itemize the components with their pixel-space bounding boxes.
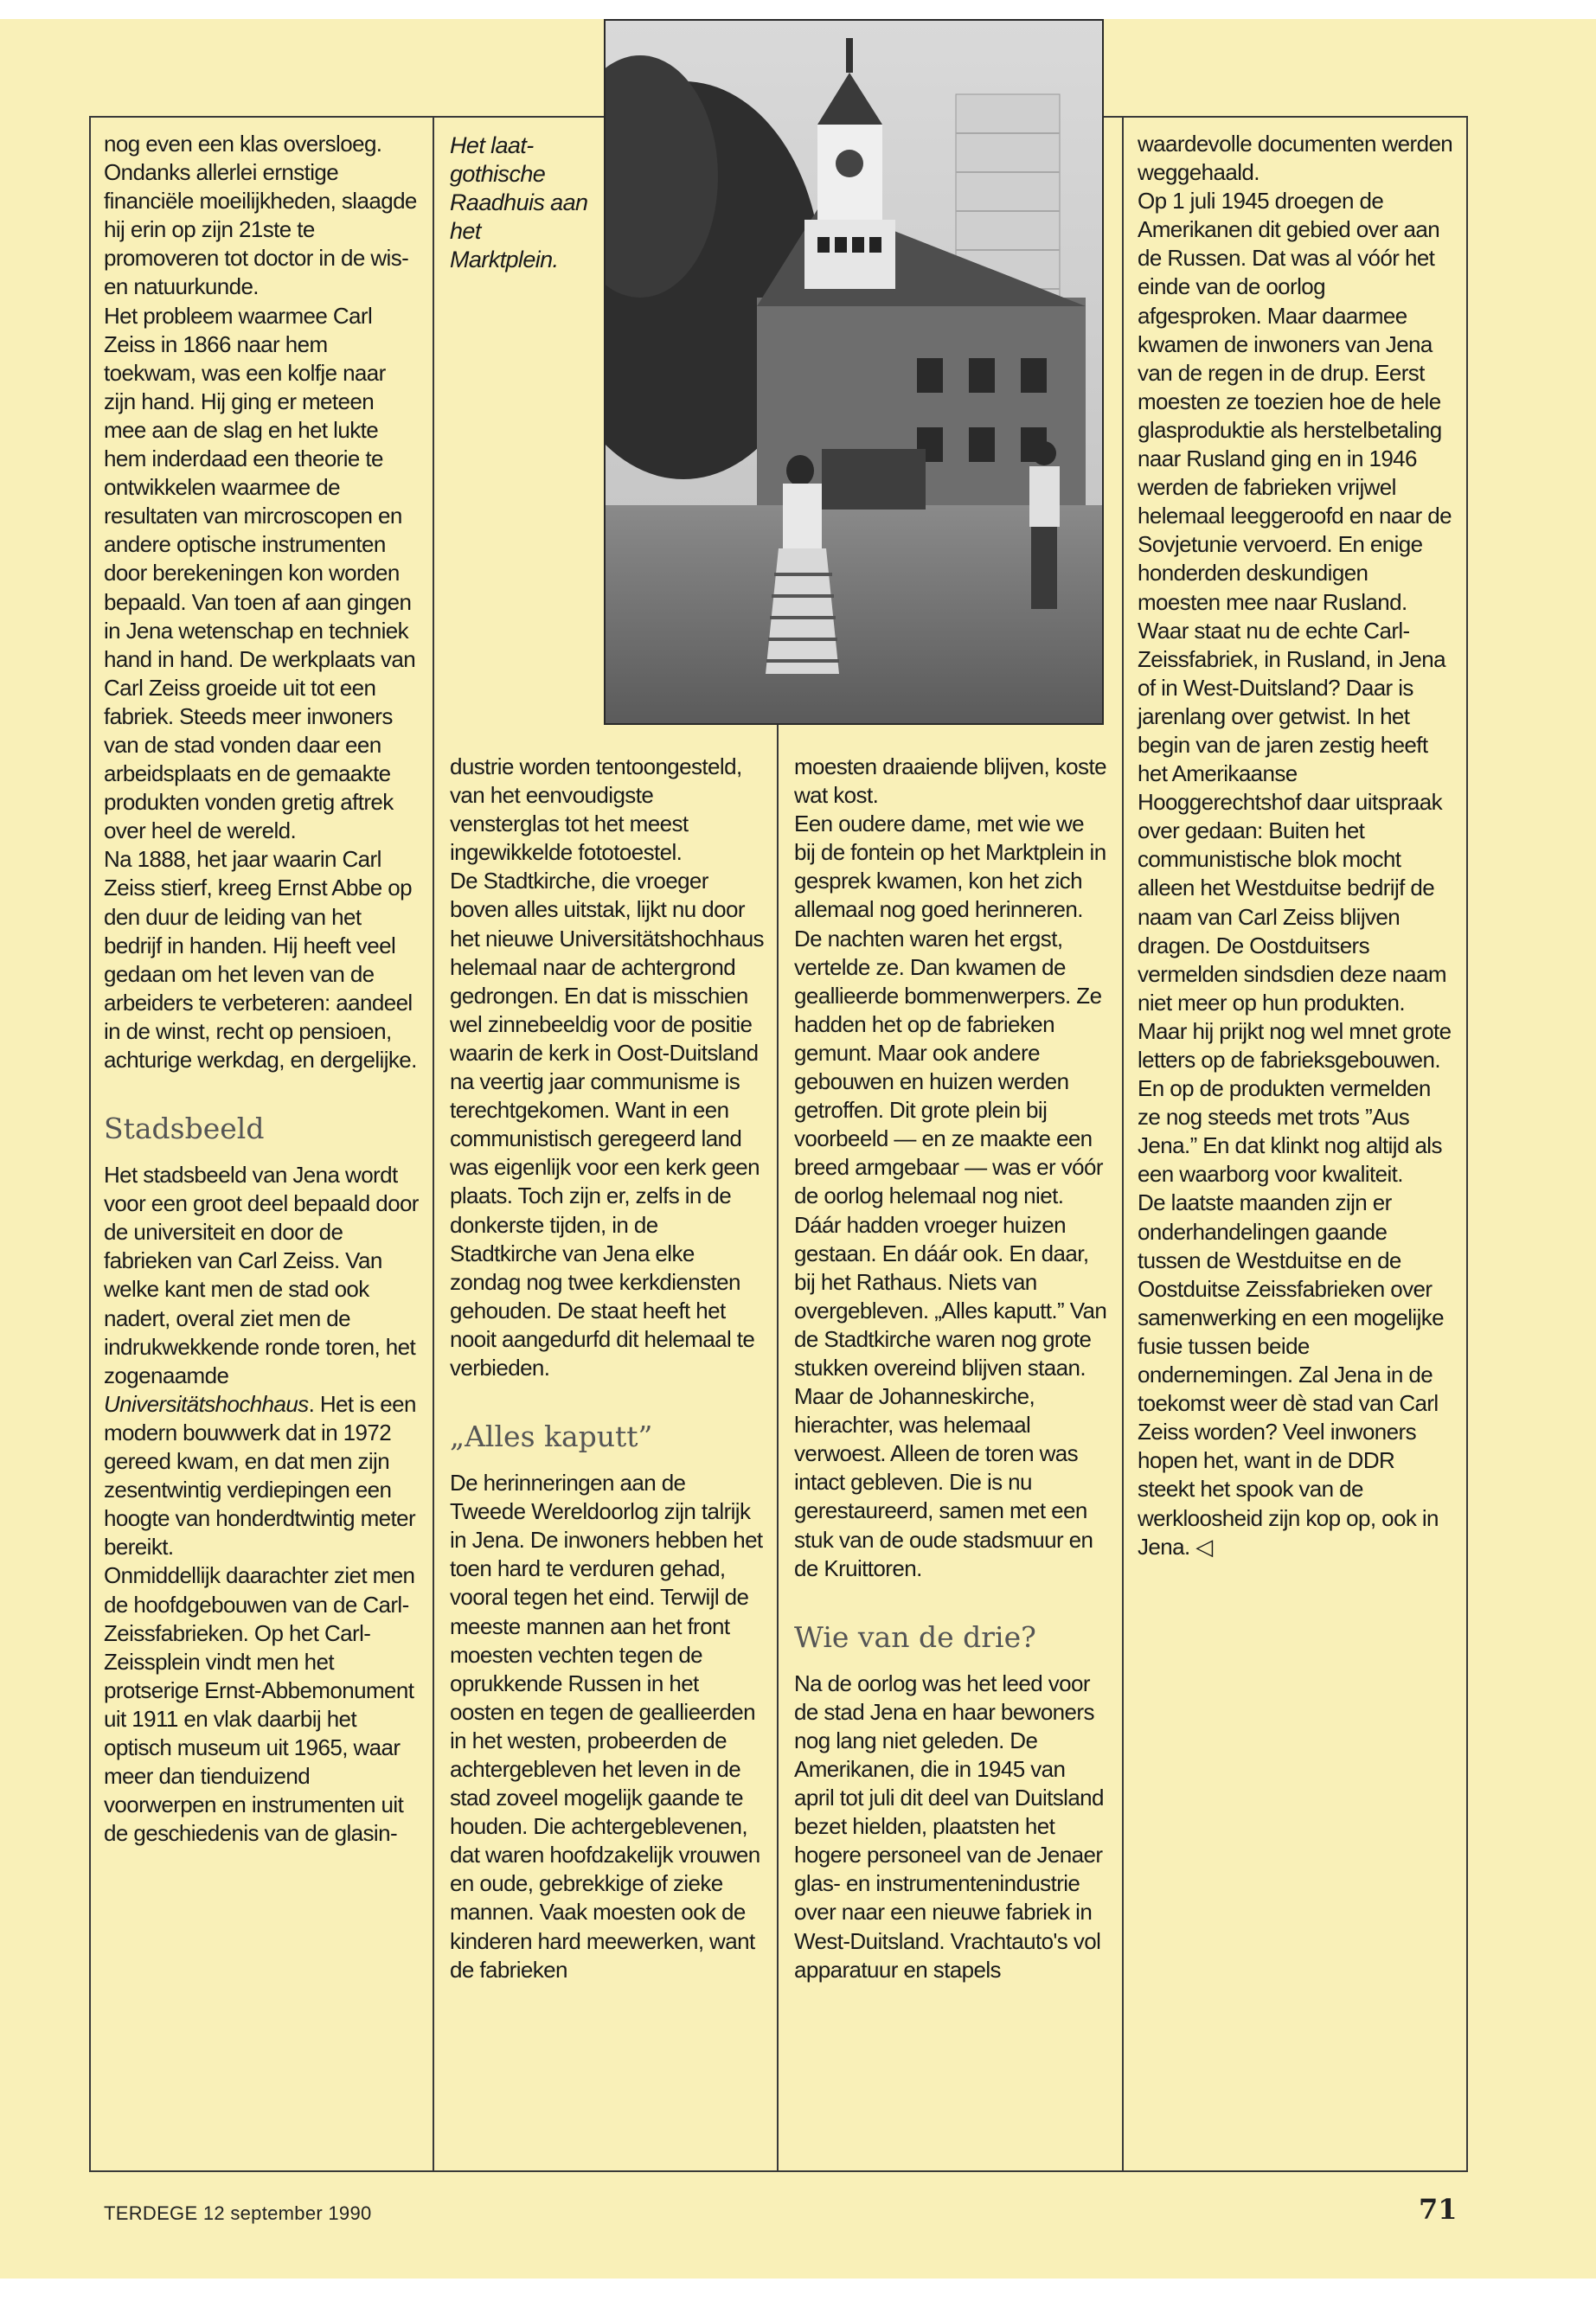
section-heading-wie-van-de-drie: Wie van de drie? [794, 1619, 1036, 1654]
column-3 [794, 753, 1110, 1984]
column-divider [777, 725, 779, 2172]
paragraph: nog even een klas oversloeg. Ondanks allerlei ernstige financiële moeilijkheden, slaagde hij erin op zijn 21ste te promoveren tot doctor in de wis- en natuurkunde. [104, 131, 417, 300]
page-number: 71 [1419, 2193, 1458, 2226]
paragraph: Het probleem waarmee Carl Zeiss in 1866 naar hem toekwam, was een kolfje naar zijn hand. Hij ging er meteen mee aan de slag en het lukte hem inderdaad een theorie te ontwikkelen waarmee de resultaten van mircroscopen en andere optische instrumenten door berekeningen kon worden bepaald. Van toen af aan gingen in Jena wetenschap en techniek hand in hand. De werkplaats van Carl Zeiss groeide uit tot een fabriek. Steeds meer inwoners van de stad vonden daar een arbeidsplaats en de gemaakte produkten vonden gretig aftrek over heel de wereld. [104, 302, 416, 844]
paragraph: De Stadtkirche, die vroeger boven alles uitstak, lijkt nu door het nieuwe Universitätshochhaus helemaal naar de achtergrond gedrongen. En dat is misschien wel zinnebeeldig voor de positie waarin de kerk in Oost-Duitsland na veertig jaar communisme is terechtgekomen. Want in een communistisch geregeerd land was eigenlijk voor een kerk geen plaats. Toch zijn er, zelfs in de donkerste tijden, in de Stadtkirche van Jena elke zondag nog twee kerkdiensten gehouden. De staat heeft het nooit aangedurfd dit helemaal te verbieden. [450, 868, 764, 1381]
column-divider [433, 116, 434, 2172]
paragraph: moesten draaiende blijven, koste wat kost. [794, 753, 1106, 809]
town-hall-photo [604, 19, 1104, 725]
paragraph: Een oudere dame, met wie we bij de fontein op het Marktplein in gesprek kwamen, kon het zich allemaal nog goed herinneren. De nachten waren het ergst, vertelde ze. Dan kwamen de geallieerde bommenwerpers. Ze hadden het op de fabrieken gemunt. Maar ook andere gebouwen en huizen werden getroffen. Dit grote plein bij voorbeeld — en ze maakte een breed armgebaar — was er vóór de oorlog helemaal nog niet. Dáár hadden vroeger huizen gestaan. En dáár ook. En daar, bij het Rathaus. Niets van overgebleven. „Alles kaputt.” Van de Stadtkirche waren nog grote stukken overeind blijven staan. Maar de Johanneskirche, hierachter, was helemaal verwoest. Alleen de toren was intact gebleven. Die is nu gerestaureerd, samen met een stuk van de oude stadsmuur en de Kruittoren. [794, 811, 1107, 1581]
paragraph: Op 1 juli 1945 droegen de Amerikanen dit gebied over aan de Russen. Dat was al vóór het einde van de oorlog afgesproken. Maar daarmee kwamen de inwoners van Jena van de regen in de drup. Eerst moesten ze toezien hoe de hele glasproduktie als herstelbetaling naar Rusland ging en in 1946 werden de fabrieken vrijwel helemaal leeggeroofd en naar de Sovjetunie vervoerd. En enige honderden deskundigen moesten mee naar Rusland. [1138, 188, 1452, 615]
paragraph: De laatste maanden zijn er onderhandelingen gaande tussen de Westduitse en de Oostduitse Zeissfabrieken over samenwerking en een mogelijke fusie tussen beide ondernemingen. Zal Jena in de toekomst weer dè stad van Carl Zeiss worden? Veel inwoners hopen het, want in de DDR steekt het spook van de werkloosheid zijn kop op, ook in Jena. ◁ [1138, 1189, 1445, 1560]
column-4 [1138, 130, 1453, 1561]
town-hall-image [606, 21, 1104, 725]
paragraph: De herinneringen aan de Tweede Wereldoorlog zijn talrijk in Jena. De inwoners hebben het toen hard te verduren gehad, vooral tegen het eind. Terwijl de meeste mannen aan het front moesten vechten tegen de oprukkende Russen in het oosten en tegen de geallieerden in het westen, probeerden de achtergebleven het leven in de stad zoveel mogelijk gaande te houden. Die achtergeblevenen, dat waren hoofdzakelijk vrouwen en oude, gebrekkige of zieke mannen. Vaak moesten ook de kinderen hard meewerken, want de fabrieken [450, 1470, 763, 1983]
paragraph: Na de oorlog was het leed voor de stad Jena en haar bewoners nog lang niet geleden. De Amerikanen, die in 1945 van april tot juli dit deel van Duitsland bezet hielden, plaatsten het hogere personeel van de Jenaer glas- en instrumentenindustrie over naar een nieuwe fabriek in West-Duitsland. Vrachtauto's vol apparatuur en stapels [794, 1670, 1104, 1983]
paragraph: Waar staat nu de echte Carl-Zeissfabriek, in Rusland, in Jena of in West-Duitsland? Daar is jarenlang over getwist. In het begin van de jaren zestig heeft het Amerikaanse Hooggerechtshof daar uitspraak over gedaan: Buiten het communistische blok mocht alleen het Westduitse bedrijf de naam van Carl Zeiss blijven dragen. De Oostduitsers vermelden sindsdien deze naam niet meer op hun produkten. Maar hij prijkt nog wel mnet grote letters op de fabrieksgebouwen. En op de produkten vermelden ze nog steeds met trots ”Aus Jena.” En dat klinkt nog altijd als een waarborg voor kwaliteit. [1138, 617, 1452, 1188]
paragraph: Na 1888, het jaar waarin Carl Zeiss stierf, kreeg Ernst Abbe op den duur de leiding van het bedrijf in handen. Hij heeft veel gedaan om het leven van de arbeiders te verbeteren: aandeel in de winst, recht op pensioen, achturige werkdag, en dergelijke. [104, 846, 417, 1073]
column-1 [104, 130, 420, 1848]
magazine-page [0, 19, 1596, 2279]
paragraph: Het stadsbeeld van Jena wordt voor een groot deel bepaald door de universiteit en door de fabrieken van Carl Zeiss. Van welke kant men de stad ook nadert, overal ziet men de indrukwekkende ronde toren, het zogenaamde Universitätshochhaus. Het is een modern bouwwerk dat in 1972 gereed kwam, en dat men zijn zesentwintig verdiepingen een hoogte van honderdtwintig meter bereikt. [104, 1162, 419, 1561]
paragraph: Onmiddellijk daarachter ziet men de hoofdgebouwen van de Carl-Zeissfabrieken. Op het Carl-Zeissplein vindt men het protserige Ernst-Abbemonument uit 1911 en vlak daarbij het optisch museum uit 1965, waar meer dan tienduizend voorwerpen en instrumenten uit de geschiedenis van de glasin- [104, 1562, 415, 1847]
photo-caption: Het laat-gothische Raadhuis aan het Marktplein. [450, 132, 588, 272]
paragraph: dustrie worden tentoongesteld, van het eenvoudigste vensterglas tot het meest ingewikkelde fototoestel. [450, 753, 742, 866]
publication-footer: TERDEGE 12 september 1990 [104, 2202, 372, 2224]
section-heading-stadsbeeld: Stadsbeeld [104, 1112, 265, 1146]
column-2 [450, 753, 766, 1984]
column-divider [1122, 116, 1124, 2172]
section-heading-alles-kaputt: „Alles kaputt” [450, 1420, 653, 1454]
paragraph: waardevolle documenten werden weggehaald. [1138, 131, 1453, 186]
